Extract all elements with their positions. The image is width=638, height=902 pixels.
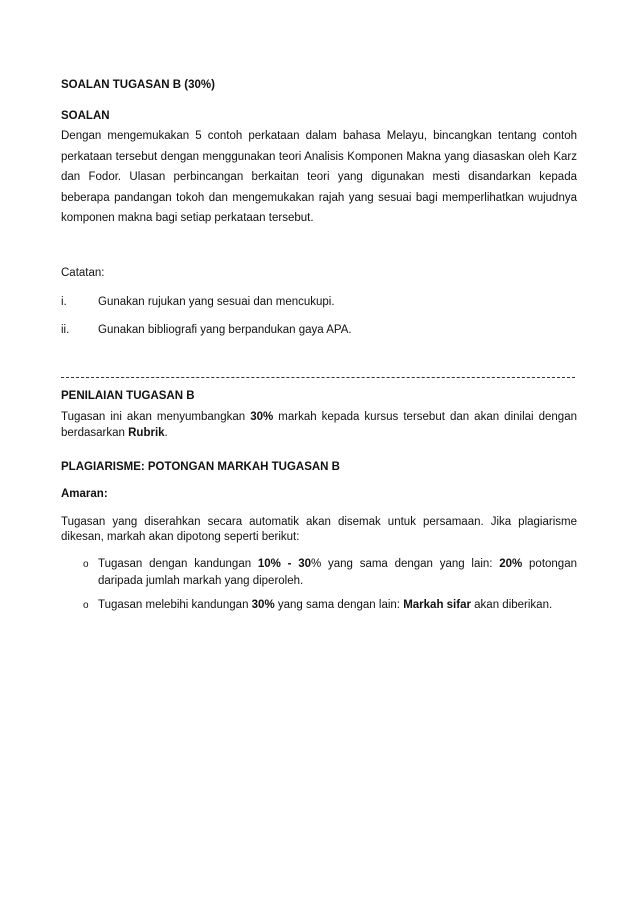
question-text: Dengan mengemukakan 5 contoh perkataan dalam bahasa Melayu, bincangkan tentang contoh perkataan tersebut dengan menggunakan teori Analisis Komponen Makna yang diasaskan oleh Karz dan Fodor. Ulasan perbincangan berkaitan teori yang digunakan mesti disandarkan kepada beberapa pandangan tokoh dan mengemukakan rajah yang sesuai bagi memperlihatkan wujudnya komponen makna bagi setiap perkataan tersebut.	[61, 130, 577, 224]
note-number: i.	[61, 296, 67, 308]
assessment-text: Tugasan ini akan menyumbangkan 30% markah kepada kursus tersebut dan akan dinilai dengan berdasarkan Rubrik.	[61, 411, 577, 439]
plagiarism-heading: PLAGIARISME: POTONGAN MARKAH TUGASAN B	[61, 461, 340, 473]
penalty-rule-text: Tugasan melebihi kandungan 30% yang sama dengan lain: Markah sifar akan diberikan.	[98, 599, 553, 611]
note-text: Gunakan bibliografi yang berpandukan gaya APA.	[98, 324, 352, 336]
notes-label: Catatan:	[61, 267, 105, 279]
section-divider	[61, 377, 575, 378]
assessment-percent: 30%	[250, 411, 274, 423]
note-text: Gunakan rujukan yang sesuai dan mencukupi.	[98, 296, 335, 308]
assignment-title: SOALAN TUGASAN B (30%)	[61, 79, 215, 91]
warning-label: Amaran:	[61, 488, 108, 500]
bullet-circle-icon: o	[83, 559, 89, 570]
plagiarism-intro: Tugasan yang diserahkan secara automatik akan disemak untuk persamaan. Jika plagiarisme dikesan, markah akan dipotong seperti berikut:	[61, 516, 577, 543]
assessment-body	[61, 409, 577, 441]
question-heading: SOALAN	[61, 110, 110, 122]
question-body	[61, 126, 577, 229]
rubric-label: Rubrik	[128, 427, 165, 439]
note-number: ii.	[61, 324, 70, 336]
penalty-rule-text: Tugasan dengan kandungan 10% - 30% yang sama dengan yang lain: 20% potongan daripada jumlah markah yang diperoleh.	[98, 558, 577, 587]
assessment-heading: PENILAIAN TUGASAN B	[61, 390, 195, 402]
bullet-circle-icon: o	[83, 600, 89, 611]
